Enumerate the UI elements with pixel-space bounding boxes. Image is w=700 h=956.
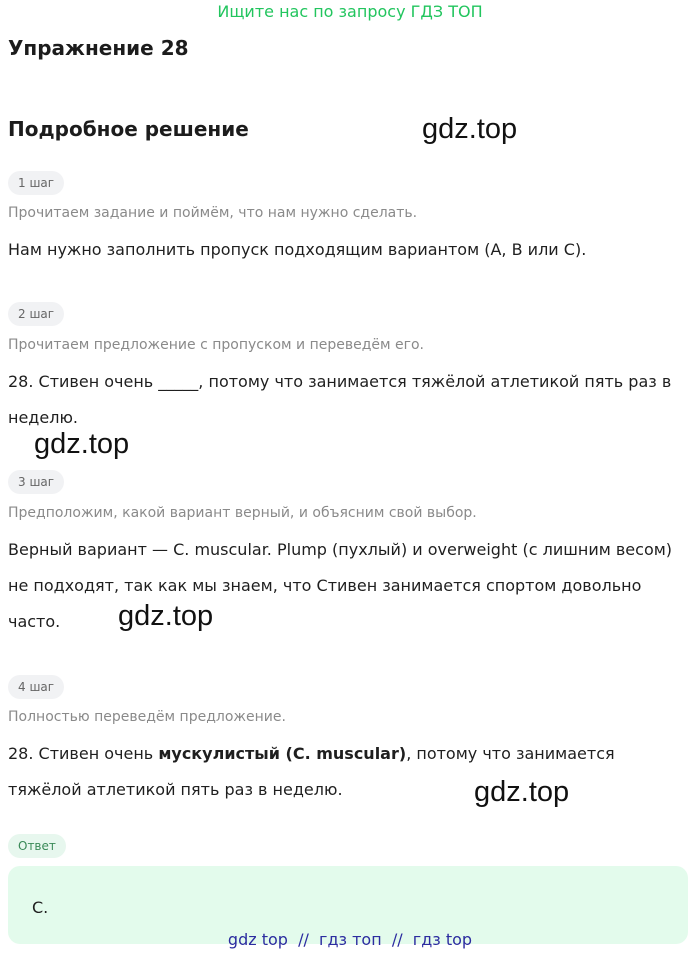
- search-banner[interactable]: Ищите нас по запросу ГДЗ ТОП: [217, 2, 483, 21]
- step-hint: Прочитаем предложение с пропуском и переведём его.: [8, 337, 424, 353]
- step-hint: Прочитаем задание и поймём, что нам нужно сделать.: [8, 205, 418, 221]
- solution-heading: Подробное решение: [8, 117, 249, 141]
- step-2: [8, 302, 64, 326]
- watermark: gdz.top: [474, 776, 570, 808]
- step-text: Нам нужно заполнить пропуск подходящим вариантом (A, B или C).: [8, 240, 587, 259]
- page-title: Упражнение 28: [8, 36, 189, 60]
- watermark: gdz.top: [34, 428, 130, 460]
- footer-links[interactable]: gdz top // гдз топ // гдз top: [227, 930, 473, 949]
- step-badge: 3 шаг: [8, 470, 64, 494]
- step-text: [8, 736, 688, 808]
- step-1: [8, 171, 64, 195]
- step-text: 28. Стивен очень _____, потому что занимается тяжёлой атлетикой пять раз в неделю.: [8, 372, 672, 427]
- step-text-highlight: мускулистый (C. muscular): [158, 744, 407, 763]
- answer-badge: Ответ: [8, 834, 66, 858]
- step-text-start: 28. Стивен очень: [8, 744, 159, 763]
- step-3: [8, 470, 64, 494]
- answer-text: C.: [32, 898, 49, 917]
- step-hint: Предположим, какой вариант верный, и объясним свой выбор.: [8, 505, 477, 521]
- step-text-end: , потому что занимается тяжёлой атлетикой пять раз в неделю.: [8, 744, 615, 799]
- step-hint: Полностью переведём предложение.: [8, 709, 286, 725]
- step-badge: 1 шаг: [8, 171, 64, 195]
- watermark: gdz.top: [118, 600, 214, 632]
- step-text: Верный вариант — C. muscular. Plump (пухлый) и overweight (с лишним весом) не подходят, так как мы знаем, что Стивен занимается спортом довольно часто.: [8, 540, 673, 631]
- step-4: [8, 675, 64, 699]
- step-badge: 2 шаг: [8, 302, 64, 326]
- step-badge: 4 шаг: [8, 675, 64, 699]
- answer-label: [8, 834, 66, 858]
- watermark: gdz.top: [422, 113, 518, 145]
